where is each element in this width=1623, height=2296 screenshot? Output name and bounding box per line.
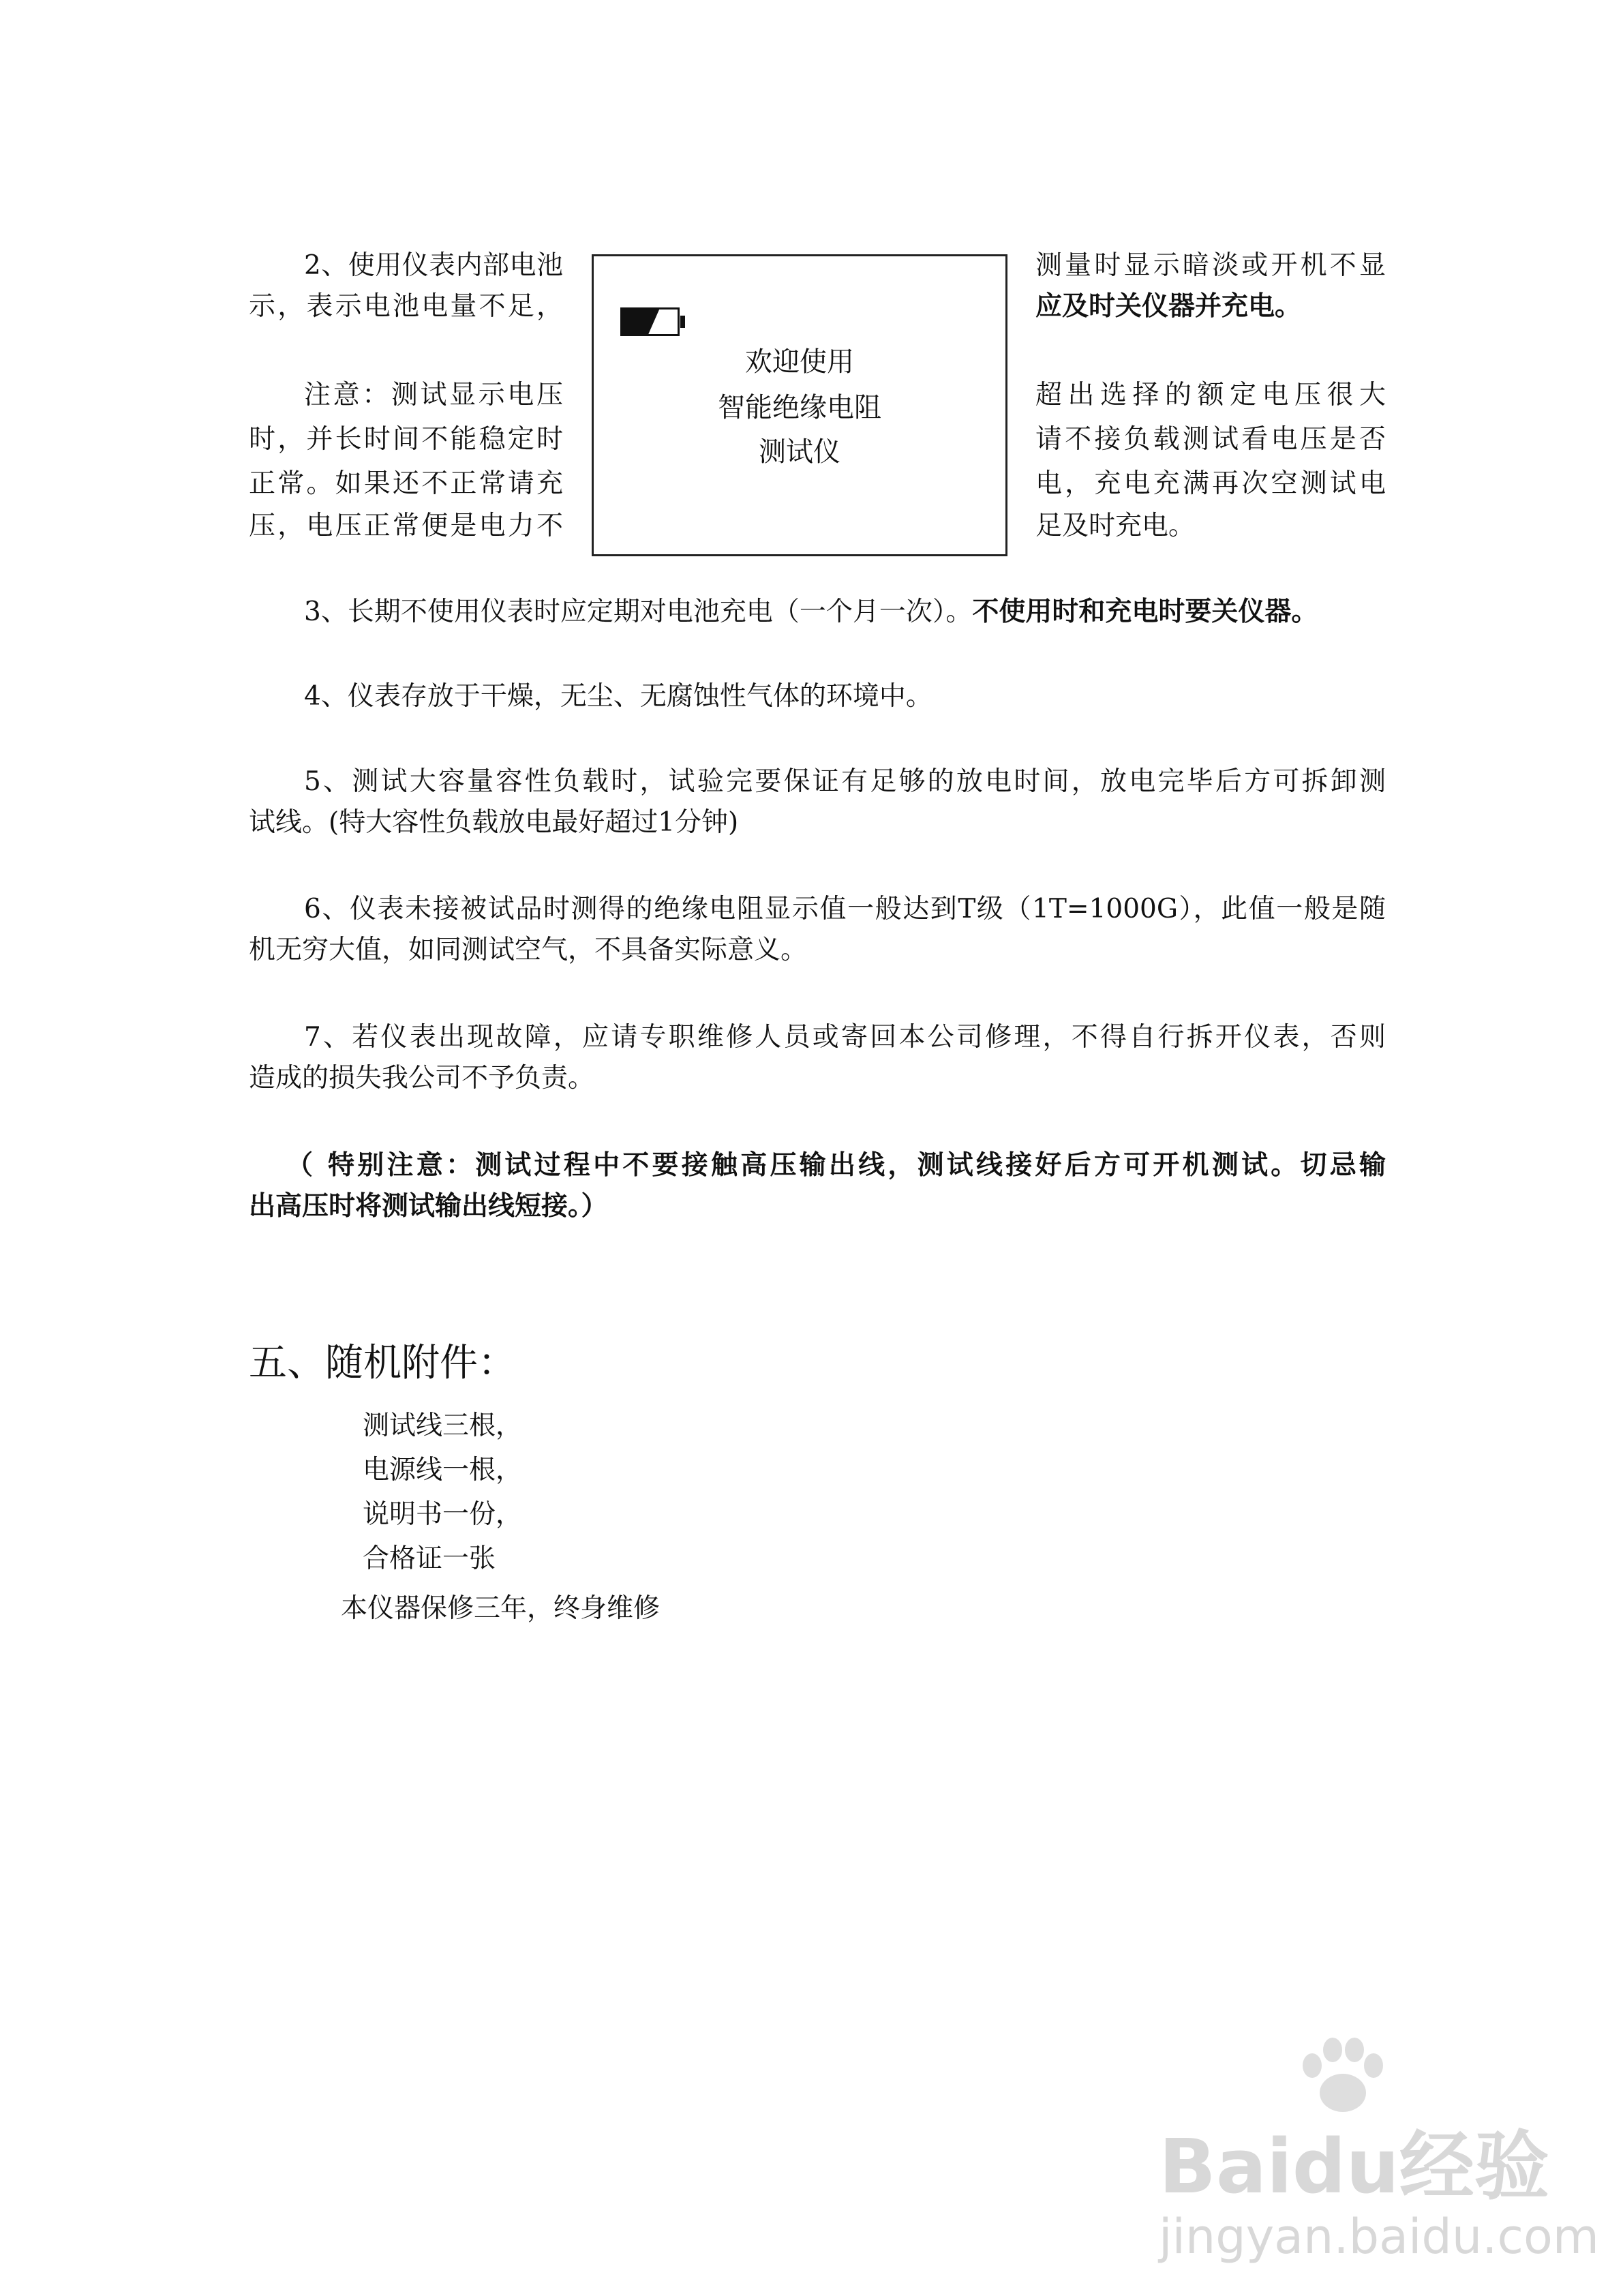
note-right-line3: 电，充电充满再次空测试电 bbox=[1035, 468, 1386, 499]
battery-low-icon bbox=[620, 307, 680, 336]
item7-line2: 造成的损失我公司不予负责。 bbox=[249, 1063, 595, 1093]
item5-line2: 试线。(特大容性负载放电最好超过1分钟) bbox=[249, 807, 739, 838]
item6-line2: 机无穷大值，如同测试空气，不具备实际意义。 bbox=[249, 935, 808, 965]
watermark-url: jingyan.baidu.com bbox=[1159, 2209, 1599, 2265]
item3-text: 3、长期不使用仪表时应定期对电池充电（一个月一次）。 bbox=[304, 596, 973, 627]
item7-line1: 7、若仪表出现故障，应请专职维修人员或寄回本公司修理，不得自行拆开仪表，否则 bbox=[304, 1022, 1386, 1053]
special-note-line1: （ 特别注意：测试过程中不要接触高压输出线，测试线接好后方可开机测试。切忌输 bbox=[286, 1149, 1386, 1181]
note-left-line2: 时，并长时间不能稳定时 bbox=[249, 424, 563, 455]
warranty-text: 本仪器保修三年，终身维修 bbox=[341, 1593, 661, 1624]
item2-left-line2: 示，表示电池电量不足， bbox=[249, 291, 563, 322]
note-left-line4: 压，电压正常便是电力不 bbox=[249, 511, 563, 541]
item3-bold-text: 不使用时和充电时要关仪器。 bbox=[972, 596, 1318, 627]
screen-product-type: 测试仪 bbox=[759, 436, 840, 468]
note-left-line3: 正常。如果还不正常请充 bbox=[249, 468, 563, 499]
item6-line1: 6、仪表未接被试品时测得的绝缘电阻显示值一般达到T级（1T=1000G），此值一般是随 bbox=[304, 894, 1386, 924]
item3-paragraph bbox=[304, 590, 1318, 629]
special-note-line2: 出高压时将测试输出线短接。） bbox=[249, 1190, 608, 1222]
device-screen-illustration bbox=[592, 254, 1007, 556]
note-right-line2: 请不接负载测试看电压是否 bbox=[1035, 424, 1386, 455]
item2-right-line1: 测量时显示暗淡或开机不显 bbox=[1035, 250, 1386, 281]
item5-line1: 5、测试大容量容性负载时，试验完要保证有足够的放电时间，放电完毕后方可拆卸测 bbox=[304, 766, 1386, 797]
note-right-line4: 足及时充电。 bbox=[1035, 511, 1196, 541]
item2-left-line1: 2、使用仪表内部电池 bbox=[304, 250, 563, 281]
item4-paragraph: 4、仪表存放于干燥，无尘、无腐蚀性气体的环境中。 bbox=[304, 681, 932, 712]
item2-right-line2: 应及时关仪器并充电。 bbox=[1035, 290, 1302, 322]
note-left-line1: 注意：测试显示电压 bbox=[304, 380, 563, 410]
accessory-item: 电源线一根， bbox=[363, 1455, 523, 1485]
watermark-brand: Baidu经验 bbox=[1159, 2123, 1549, 2210]
screen-welcome-text: 欢迎使用 bbox=[745, 346, 854, 378]
screen-product-name: 智能绝缘电阻 bbox=[718, 392, 881, 423]
accessory-item: 合格证一张 bbox=[363, 1543, 496, 1574]
note-right-line1: 超出选择的额定电压很大 bbox=[1035, 380, 1386, 410]
accessory-item: 测试线三根， bbox=[363, 1410, 523, 1441]
accessory-item: 说明书一份， bbox=[363, 1499, 523, 1530]
section-title: 五、随机附件： bbox=[249, 1341, 516, 1385]
